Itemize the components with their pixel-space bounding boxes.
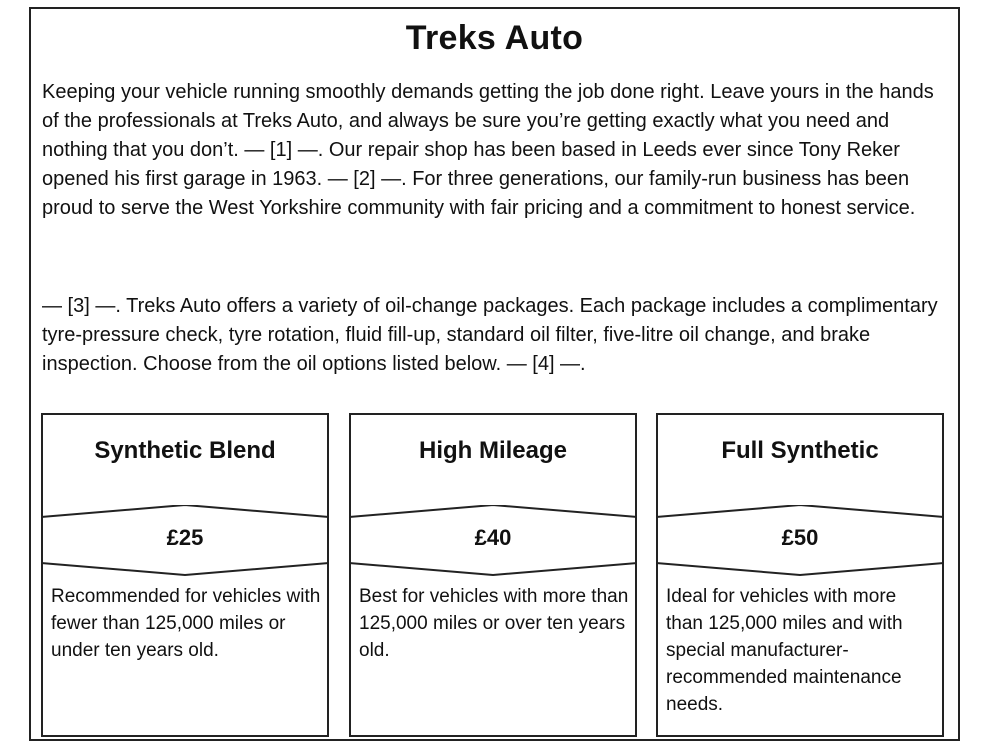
package-name: Synthetic Blend <box>94 437 276 464</box>
package-name: High Mileage <box>418 437 568 464</box>
package-name: Full Synthetic <box>721 437 879 464</box>
advertisement-frame <box>29 7 960 741</box>
intro-paragraph: Keeping your vehicle running smoothly demands getting the job done right. Leave yours in the hands of the professionals at Treks Auto, and always be sure you’re getting exactly what you need and nothing that you don’t. — [1] —. Our repair shop has been based in Leeds ever since Tony Reker opened his first garage in 1963. — [2] —. For three generations, our family-run business has been proud to serve the West Yorkshire community with fair pricing and a commitment to honest service. <box>42 81 934 219</box>
package-description: Recommended for vehicles with fewer than 125,000 miles or under ten years old. <box>51 586 321 661</box>
package-card-synthetic-blend <box>41 413 329 737</box>
package-card-full-synthetic <box>656 413 944 737</box>
package-price: £40 <box>474 525 512 550</box>
package-price: £25 <box>166 525 204 550</box>
package-description: Best for vehicles with more than 125,000 miles or over ten years old. <box>359 586 629 661</box>
package-description: Ideal for vehicles with more than 125,000 miles and with special manufacturer-recommended maintenance needs. <box>666 586 903 715</box>
oil-change-paragraph: — [3] —. Treks Auto offers a variety of oil-change packages. Each package includes a complimentary tyre-pressure check, tyre rotation, fluid fill-up, standard oil filter, five-litre oil change, and brake inspection. Choose from the oil options listed below. — [4] —. <box>42 295 938 375</box>
package-price: £50 <box>781 525 819 550</box>
package-card-high-mileage <box>349 413 637 737</box>
page-title: Treks Auto <box>405 19 584 57</box>
